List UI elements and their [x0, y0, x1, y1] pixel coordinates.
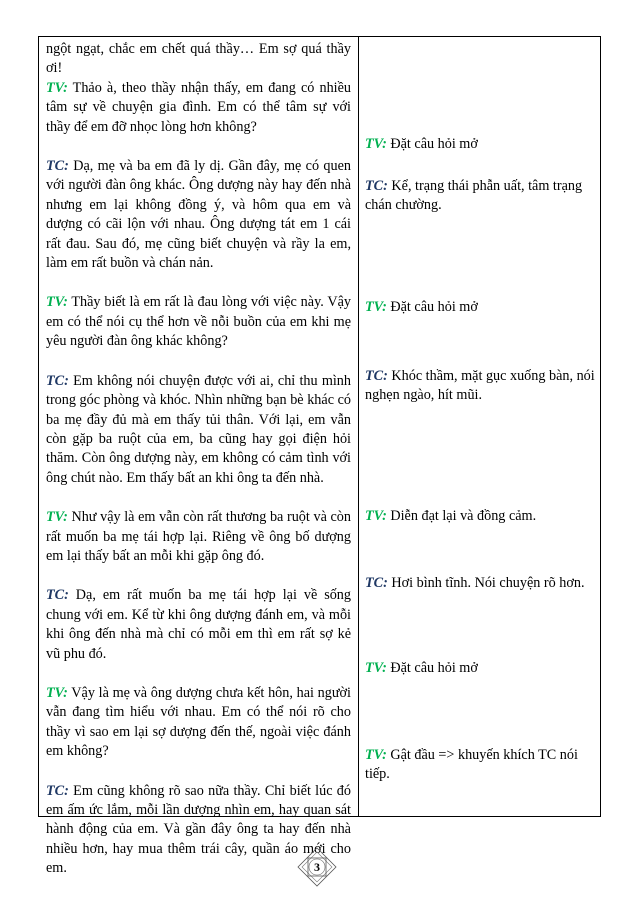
dialogue-text: Dạ, mẹ và ba em đã ly dị. Gần đây, mẹ có quen với người đàn ông khác. Ông dượng này hay đến nhà nhưng em lại không đồng ý, và hôm qua em và dượng có cãi lộn với nhau. Ông dượng tát em 1 cái rất đau. Sau đó, mẹ cũng biết chuyện và rầy la em, làm em rất buồn và chán nản. — [46, 158, 351, 272]
speaker-label-tc: TC: — [365, 575, 388, 591]
dialogue-text: Như vậy là em vẫn còn rất thương ba ruột và còn rất muốn ba mẹ tái hợp lại. Riêng về ông bố dượng em lại thấy bất an mỗi khi gặp ông đó. — [46, 509, 351, 564]
annotation-text: Kể, trạng thái phẫn uất, tâm trạng chán chường. — [365, 178, 583, 214]
speaker-label-tc: TC: — [46, 158, 69, 175]
page-number: 3 — [314, 860, 320, 874]
annotation-note — [365, 177, 597, 216]
speaker-label-tc: TC: — [365, 178, 388, 194]
annotation-text: Khóc thầm, mặt gục xuống bàn, nói nghẹn ngào, hít mũi. — [365, 368, 595, 404]
annotation-text: Đặt câu hỏi mở — [386, 299, 478, 315]
dialogue-text: Thầy biết là em rất là đau lòng với việc này. Vậy em có thể nói cụ thể hơn về nỗi buồn của em khi mẹ yêu người đàn ông khác không? — [46, 294, 351, 350]
speaker-label-tc: TC: — [46, 372, 69, 389]
annotation-note — [365, 507, 597, 526]
speaker-label-tv: TV: — [365, 747, 387, 763]
column-divider — [358, 37, 359, 816]
speaker-label-tv: TV: — [46, 509, 68, 526]
dialogue-text: Thảo à, theo thầy nhận thấy, em đang có nhiều tâm sự về chuyện gia đình. Em có thể tâm sự với thầy để em đỡ nhọc lòng hơn không? — [46, 79, 351, 135]
annotation-note — [365, 659, 597, 678]
dialogue-paragraph — [46, 586, 351, 664]
dialogue-paragraph — [46, 293, 351, 351]
speaker-label-tc: TC: — [365, 368, 388, 384]
dialogue-paragraph — [46, 684, 351, 762]
dialogue-text: Vậy là mẹ và ông dượng chưa kết hôn, hai người vẫn đang tìm hiểu với nhau. Em có thể nói rõ cho thầy vì sao em lại sợ dượng đến thế, ngoài việc đánh em không? — [46, 684, 351, 760]
dialogue-table — [38, 36, 601, 877]
dialogue-text: ngột ngạt, chắc em chết quá thầy… Em sợ quá thầy ơi! — [46, 41, 351, 77]
dialogue-text: Em không nói chuyện được với ai, chỉ thu mình trong góc phòng và khóc. Nhìn những bạn bè khác có ba mẹ đầy đủ mà em thấy tủi thân. Với lại, em vẫn còn gặp ba ruột của em, ba cũng hay gọi điện hỏi thăm. Còn ông dượng này, em không có cảm tình với ông chút nào. Em thấy bất an khi ông ta đến nhà. — [46, 372, 351, 486]
annotation-text: Đặt câu hỏi mở — [386, 136, 478, 152]
annotation-text: Gật đầu => khuyến khích TC nói tiếp. — [365, 747, 578, 783]
annotation-note — [365, 746, 597, 785]
speaker-label-tv: TV: — [365, 660, 387, 676]
speaker-label-tc: TC: — [46, 782, 69, 799]
annotation-note — [365, 367, 597, 406]
speaker-label-tv: TV: — [365, 136, 387, 152]
annotation-note — [365, 298, 597, 317]
speaker-label-tv: TV: — [365, 508, 387, 524]
speaker-label-tv: TV: — [46, 684, 68, 701]
dialogue-paragraph — [46, 79, 351, 137]
speaker-label-tv: TV: — [365, 299, 387, 315]
speaker-label-tv: TV: — [46, 79, 68, 96]
dialogue-text: Dạ, em rất muốn ba mẹ tái hợp lại về sống chung với em. Kể từ khi ông dượng đánh em, và mỗi khi ông đến nhà mà chỉ có mỗi em thì em rất sợ kẻ vũ phu đó. — [46, 587, 351, 662]
dialogue-column — [46, 40, 351, 899]
dialogue-paragraph — [46, 157, 351, 273]
dialogue-paragraph — [46, 40, 351, 79]
speaker-label-tv: TV: — [46, 294, 68, 311]
annotation-text: Hơi bình tĩnh. Nói chuyện rõ hơn. — [387, 575, 585, 591]
dialogue-paragraph — [46, 372, 351, 488]
annotation-note — [365, 135, 597, 154]
dialogue-text: Em cũng không rõ sao nữa thầy. Chỉ biết lúc đó em ấm ức lắm, mỗi lần dượng nhìn em, hay quan sát hành động của em. Và gần đây ông ta hay đến nhà nhiều hơn, hay mua thêm trái cây, quần áo mới cho em. — [46, 782, 351, 877]
annotation-text: Diễn đạt lại và đồng cảm. — [386, 508, 537, 524]
annotation-note — [365, 574, 597, 593]
annotation-text: Đặt câu hỏi mở — [386, 660, 478, 676]
speaker-label-tc: TC: — [46, 587, 69, 604]
dialogue-paragraph — [46, 508, 351, 566]
